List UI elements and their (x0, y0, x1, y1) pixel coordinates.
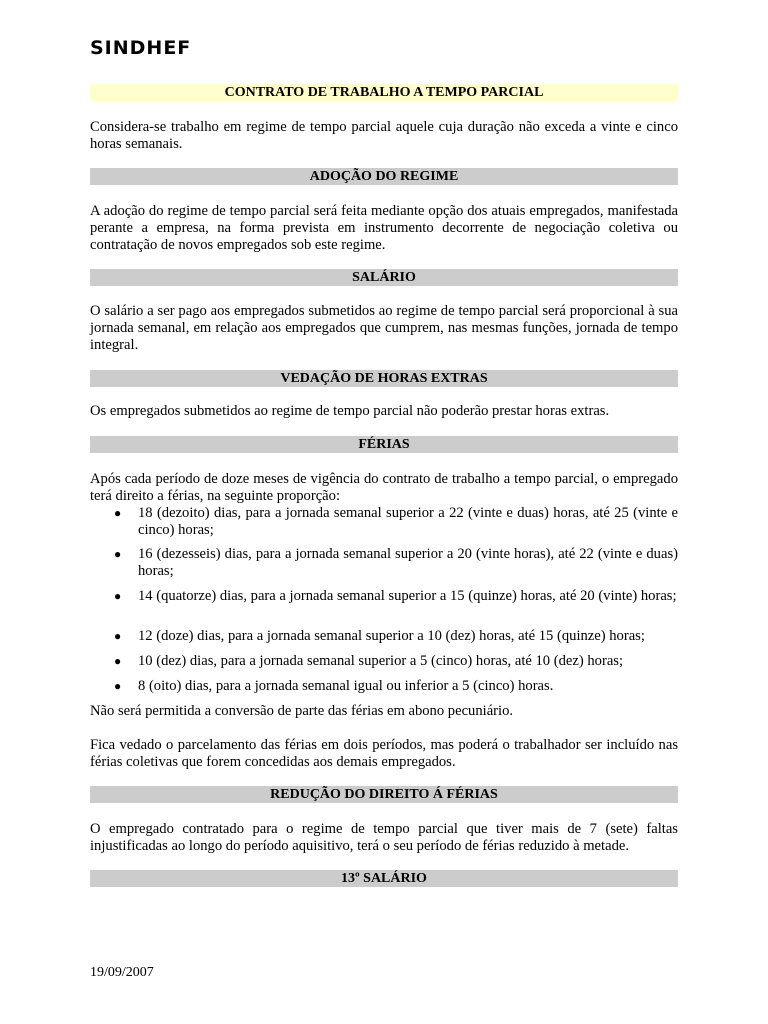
list-item-text: 14 (quatorze) dias, para a jornada semanal superior a 15 (quinze) horas, até 20 (vinte) horas; (138, 588, 677, 604)
list-item-text: 18 (dezoito) dias, para a jornada semanal superior a 22 (vinte e duas) horas, até 25 (vinte e cinco) horas; (138, 505, 678, 538)
list-item (114, 505, 678, 539)
list-item (114, 653, 678, 670)
list-item (114, 588, 678, 605)
ferias-note-parcelamento: Fica vedado o parcelamento das férias em dois períodos, mas poderá o trabalhador ser incluído nas férias coletivas que forem concedidas aos demais empregados. (90, 737, 678, 770)
bullet-dot-icon: ● (114, 679, 122, 693)
ferias-note-abono: Não será permitida a conversão de parte das férias em abono pecuniário. (90, 703, 514, 719)
section-heading-vedacao: VEDAÇÃO DE HORAS EXTRAS (90, 370, 678, 387)
section-text-ferias: Após cada período de doze meses de vigência do contrato de trabalho a tempo parcial, o empregado terá direito a férias, na seguinte proporção: (90, 471, 678, 504)
section-heading-reducao: REDUÇÃO DO DIREITO Á FÉRIAS (90, 786, 678, 803)
list-item (114, 546, 678, 580)
list-item-text: 12 (doze) dias, para a jornada semanal superior a 10 (dez) horas, até 15 (quinze) horas; (138, 628, 645, 644)
section-text-reducao: O empregado contratado para o regime de tempo parcial que tiver mais de 7 (sete) faltas injustificadas ao longo do período aquisitivo, terá o seu período de férias reduzido à metade. (90, 821, 678, 854)
section-heading-ferias: FÉRIAS (90, 436, 678, 453)
list-item-text: 10 (dez) dias, para a jornada semanal superior a 5 (cinco) horas, até 10 (dez) horas; (138, 653, 624, 669)
intro-paragraph: Considera-se trabalho em regime de tempo parcial aquele cuja duração não exceda a vinte e cinco horas semanais. (90, 119, 678, 152)
bullet-dot-icon: ● (114, 654, 122, 668)
section-heading-salario: SALÁRIO (90, 269, 678, 286)
section-text-salario: O salário a ser pago aos empregados submetidos ao regime de tempo parcial será proporcional à sua jornada semanal, em relação aos empregados que cumprem, nas mesmas funções, jornada de tempo integral. (90, 303, 678, 353)
brand-logo: SINDHEF (90, 37, 192, 59)
section-heading-adocao: ADOÇÃO DO REGIME (90, 168, 678, 185)
bullet-dot-icon: ● (114, 506, 122, 520)
document-title: CONTRATO DE TRABALHO A TEMPO PARCIAL (90, 84, 678, 101)
list-item (114, 678, 678, 695)
bullet-dot-icon: ● (114, 629, 122, 643)
list-item-text: 8 (oito) dias, para a jornada semanal igual ou inferior a 5 (cinco) horas. (138, 678, 554, 694)
list-item (114, 628, 678, 645)
section-text-adocao: A adoção do regime de tempo parcial será feita mediante opção dos atuais empregados, manifestada perante a empresa, na forma prevista em instrumento decorrente de negociação coletiva ou contratação de novos empregados sob este regime. (90, 203, 678, 253)
list-item-text: 16 (dezesseis) dias, para a jornada semanal superior a 20 (vinte horas), até 22 (vinte e duas) horas; (138, 546, 678, 579)
section-heading-13-salario: 13º SALÁRIO (90, 870, 678, 887)
footer-date: 19/09/2007 (90, 965, 154, 980)
section-text-vedacao: Os empregados submetidos ao regime de tempo parcial não poderão prestar horas extras. (90, 403, 610, 419)
bullet-dot-icon: ● (114, 547, 122, 561)
bullet-dot-icon: ● (114, 589, 122, 603)
